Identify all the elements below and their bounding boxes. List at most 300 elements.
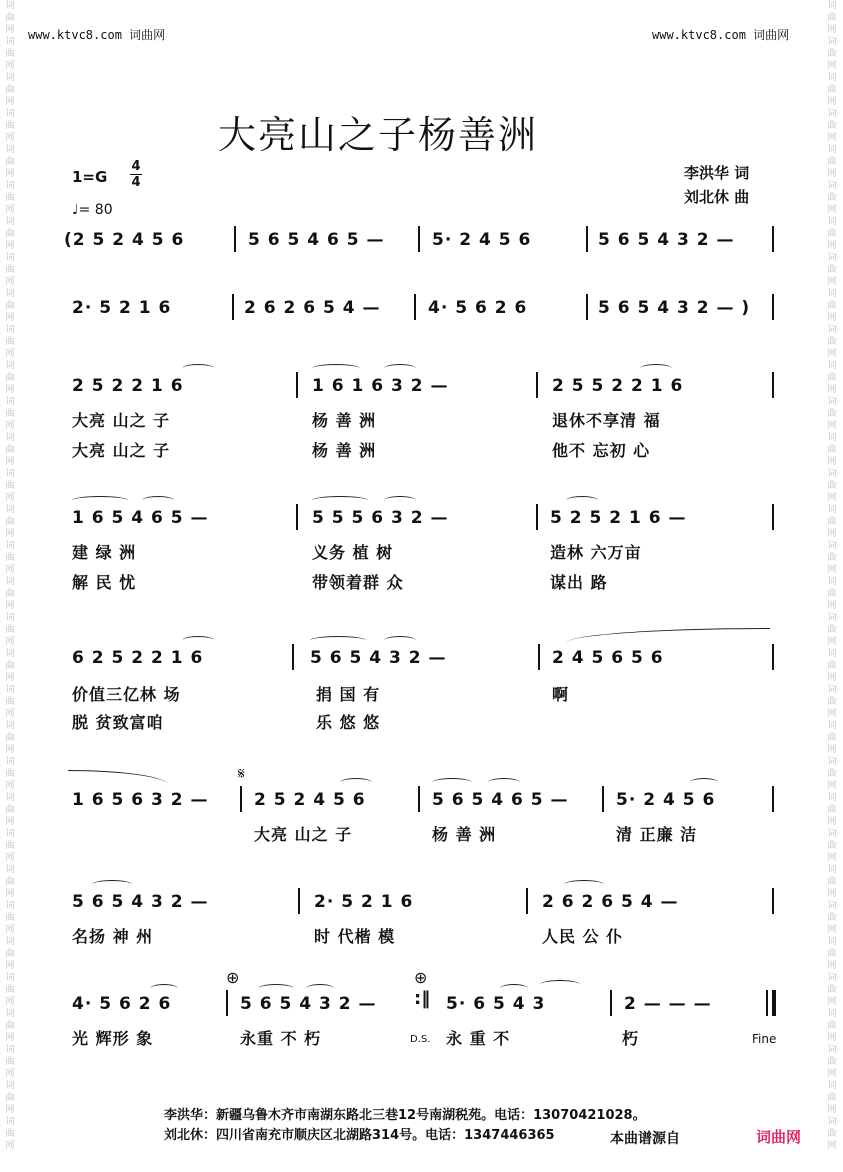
watermark-glyph: 曲 [827, 589, 837, 599]
lyric-verse-1: 啊 [552, 685, 570, 704]
watermark-glyph: 词 [5, 721, 15, 731]
watermark-glyph: 词 [827, 649, 837, 659]
lyric-verse-1: 价值三亿林 场 [72, 685, 181, 704]
watermark-glyph: 网 [827, 565, 837, 575]
watermark-glyph: 网 [5, 853, 15, 863]
barline [772, 644, 774, 670]
watermark-glyph: 曲 [827, 1021, 837, 1031]
measure-notes: 5 6 5 4 6 5 — [432, 790, 569, 810]
watermark-glyph: 词 [5, 649, 15, 659]
watermark-glyph: 曲 [5, 1129, 15, 1139]
watermark-glyph: 词 [5, 613, 15, 623]
watermark-glyph: 曲 [827, 121, 837, 131]
watermark-glyph: 曲 [5, 409, 15, 419]
measure-notes: 5 6 5 4 6 5 — [248, 230, 385, 250]
watermark-glyph: 网 [5, 709, 15, 719]
watermark-glyph: 网 [5, 205, 15, 215]
watermark-glyph: 网 [827, 61, 837, 71]
watermark-glyph: 曲 [827, 301, 837, 311]
footer-contact-lyricist: 李洪华：新疆乌鲁木齐市南湖东路北三巷12号南湖税苑。电话：13070421028。 [164, 1108, 646, 1123]
barline [772, 786, 774, 812]
watermark-glyph: 网 [5, 673, 15, 683]
measure-notes: 6 2 5 2 2 1 6 [72, 648, 204, 668]
barline [418, 786, 420, 812]
measure-notes: 5 6 5 4 3 2 — [598, 230, 735, 250]
repeat-end-barline: :‖ [414, 988, 431, 1009]
slur [384, 496, 416, 505]
measure-notes: 2 5 2 2 1 6 [72, 376, 184, 396]
lyric-verse-2: 乐 悠 悠 [316, 713, 381, 732]
watermark-glyph: 网 [827, 925, 837, 935]
watermark-glyph: 网 [5, 601, 15, 611]
measure-notes: 5· 2 4 5 6 [616, 790, 716, 810]
watermark-glyph: 曲 [5, 193, 15, 203]
watermark-glyph: 曲 [827, 805, 837, 815]
lyric-verse-1: 杨 善 洲 [432, 825, 497, 844]
watermark-glyph: 词 [5, 937, 15, 947]
watermark-glyph: 网 [827, 25, 837, 35]
watermark-glyph: 网 [827, 1105, 837, 1115]
watermark-glyph: 词 [5, 397, 15, 407]
watermark-glyph: 词 [827, 325, 837, 335]
watermark-glyph: 曲 [5, 13, 15, 23]
watermark-glyph: 网 [827, 781, 837, 791]
watermark-glyph: 曲 [5, 733, 15, 743]
watermark-glyph: 网 [827, 493, 837, 503]
watermark-glyph: 词 [827, 469, 837, 479]
barline [772, 226, 774, 252]
slur [640, 364, 672, 373]
footer-contact-composer: 刘北休：四川省南充市顺庆区北湖路314号。电话：1347446365 [164, 1128, 555, 1143]
slur [150, 984, 178, 993]
measure-notes: 2 5 5 2 2 1 6 [552, 376, 684, 396]
watermark-glyph: 词 [5, 73, 15, 83]
watermark-glyph: 曲 [5, 697, 15, 707]
measure-notes: 1 6 1 6 3 2 — [312, 376, 449, 396]
watermark-glyph: 词 [5, 361, 15, 371]
slur [258, 984, 294, 993]
watermark-glyph: 曲 [5, 589, 15, 599]
lyric-verse-1: 永重 不 朽 [240, 1029, 322, 1048]
watermark-glyph: 网 [827, 169, 837, 179]
watermark-glyph: 网 [5, 457, 15, 467]
watermark-glyph: 词 [827, 865, 837, 875]
slur [310, 636, 366, 645]
slur [500, 984, 528, 993]
lyric-verse-1: 光 辉形 象 [72, 1029, 154, 1048]
watermark-glyph: 曲 [827, 85, 837, 95]
measure-notes: 2 4 5 6 5 6 [552, 648, 664, 668]
barline [586, 294, 588, 320]
barline [414, 294, 416, 320]
watermark-glyph: 网 [5, 889, 15, 899]
barline [610, 990, 612, 1016]
watermark-glyph: 曲 [5, 985, 15, 995]
watermark-glyph: 网 [827, 1141, 837, 1151]
watermark-glyph: 网 [827, 853, 837, 863]
watermark-glyph: 网 [5, 133, 15, 143]
watermark-glyph: 网 [5, 997, 15, 1007]
lyric-verse-2: 解 民 忧 [72, 573, 137, 592]
watermark-glyph: 曲 [827, 13, 837, 23]
lyric-verse-1: 大亮 山之 子 [72, 411, 171, 430]
watermark-glyph: 曲 [827, 877, 837, 887]
time-signature-top: 4 [131, 159, 141, 174]
watermark-glyph: 网 [5, 277, 15, 287]
watermark-glyph: 曲 [827, 337, 837, 347]
lyric-verse-1: 建 绿 洲 [72, 543, 137, 562]
slur [142, 496, 174, 505]
coda-sign: ⊕ [414, 968, 428, 987]
measure-notes: 5 6 5 4 3 2 — [72, 892, 209, 912]
watermark-glyph: 网 [5, 25, 15, 35]
header-url-right[interactable]: www.ktvc8.com 词曲网 [652, 28, 790, 42]
slur [566, 496, 598, 505]
page-title: 大亮山之子杨善洲 [218, 113, 539, 157]
watermark-glyph: 网 [5, 1069, 15, 1079]
watermark-glyph: 网 [5, 817, 15, 827]
barline [292, 644, 294, 670]
watermark-glyph: 曲 [5, 877, 15, 887]
watermark-glyph: 词 [827, 361, 837, 371]
watermark-glyph: 曲 [5, 265, 15, 275]
fine-marking: Fine [752, 1032, 777, 1046]
watermark-glyph: 词 [827, 1, 837, 11]
slur [488, 778, 520, 787]
watermark-glyph: 词 [5, 901, 15, 911]
watermark-glyph: 曲 [5, 1093, 15, 1103]
watermark-glyph: 词 [5, 289, 15, 299]
watermark-glyph: 网 [827, 817, 837, 827]
slur [384, 636, 416, 645]
footer-source: 本曲谱源自 [610, 1131, 680, 1147]
watermark-glyph: 曲 [5, 481, 15, 491]
watermark-glyph: 词 [827, 613, 837, 623]
watermark-glyph: 词 [5, 217, 15, 227]
slur [72, 496, 128, 505]
watermark-left [2, 0, 18, 1172]
watermark-glyph: 词 [827, 685, 837, 695]
lyric-verse-2: 他不 忘初 心 [552, 441, 651, 460]
slur [540, 980, 580, 989]
watermark-glyph: 曲 [827, 265, 837, 275]
lyric-verse-1: 永 重 不 [446, 1029, 511, 1048]
watermark-glyph: 词 [5, 109, 15, 119]
composer-credit: 刘北休 曲 [684, 188, 750, 206]
watermark-glyph: 网 [827, 961, 837, 971]
watermark-glyph: 词 [827, 253, 837, 263]
watermark-glyph: 词 [827, 73, 837, 83]
lyric-verse-1: 时 代楷 模 [314, 927, 396, 946]
barline [536, 504, 538, 530]
measure-notes: 4· 5 6 2 6 [428, 298, 528, 318]
watermark-glyph: 网 [827, 637, 837, 647]
watermark-glyph: 词 [5, 757, 15, 767]
lyric-verse-1: 朽 [622, 1029, 640, 1048]
watermark-glyph: 曲 [5, 1021, 15, 1031]
barline [772, 888, 774, 914]
watermark-glyph: 曲 [5, 913, 15, 923]
lyric-verse-2: 带领着群 众 [312, 573, 404, 592]
watermark-glyph: 曲 [5, 661, 15, 671]
watermark-glyph: 网 [5, 313, 15, 323]
watermark-glyph: 词 [5, 793, 15, 803]
watermark-glyph: 曲 [827, 697, 837, 707]
watermark-glyph: 词 [5, 973, 15, 983]
watermark-glyph: 词 [827, 541, 837, 551]
measure-notes: 4· 5 6 2 6 [72, 994, 172, 1014]
measure-notes: (2 5 2 4 5 6 [64, 230, 185, 250]
watermark-glyph: 词 [827, 1081, 837, 1091]
watermark-glyph: 曲 [827, 517, 837, 527]
watermark-glyph: 词 [827, 721, 837, 731]
slur [92, 880, 132, 889]
watermark-glyph: 曲 [827, 625, 837, 635]
watermark-glyph: 网 [5, 349, 15, 359]
measure-notes: 1 6 5 4 6 5 — [72, 508, 209, 528]
watermark-glyph: 曲 [827, 553, 837, 563]
watermark-glyph: 网 [5, 781, 15, 791]
watermark-glyph: 曲 [827, 229, 837, 239]
watermark-glyph: 网 [827, 313, 837, 323]
watermark-glyph: 网 [827, 205, 837, 215]
slur [340, 778, 372, 787]
watermark-glyph: 曲 [827, 1093, 837, 1103]
header-url-left[interactable]: www.ktvc8.com 词曲网 [28, 28, 166, 42]
barline [296, 372, 298, 398]
barline [296, 504, 298, 530]
watermark-glyph: 词 [827, 181, 837, 191]
watermark-glyph: 曲 [827, 1057, 837, 1067]
barline [232, 294, 234, 320]
watermark-glyph: 网 [827, 601, 837, 611]
watermark-glyph: 网 [827, 997, 837, 1007]
watermark-glyph: 词 [827, 397, 837, 407]
watermark-glyph: 词 [5, 433, 15, 443]
watermark-glyph: 词 [5, 541, 15, 551]
barline [240, 786, 242, 812]
watermark-right [824, 0, 840, 1172]
watermark-glyph: 曲 [5, 553, 15, 563]
lyric-verse-1: 义务 植 树 [312, 543, 394, 562]
watermark-glyph: 曲 [5, 625, 15, 635]
watermark-glyph: 词 [827, 973, 837, 983]
watermark-glyph: 词 [827, 217, 837, 227]
watermark-glyph: 网 [827, 457, 837, 467]
tempo-marking: ♩= 80 [72, 202, 113, 218]
watermark-glyph: 曲 [5, 85, 15, 95]
watermark-glyph: 网 [827, 1069, 837, 1079]
watermark-glyph: 曲 [827, 841, 837, 851]
time-signature [130, 160, 142, 189]
watermark-glyph: 网 [5, 61, 15, 71]
watermark-glyph: 网 [827, 745, 837, 755]
slur [182, 636, 214, 645]
watermark-glyph: 网 [5, 493, 15, 503]
watermark-glyph: 曲 [827, 409, 837, 419]
lyric-verse-1: 杨 善 洲 [312, 411, 377, 430]
watermark-glyph: 曲 [827, 49, 837, 59]
final-barline-thin [766, 990, 768, 1016]
watermark-glyph: 曲 [827, 913, 837, 923]
measure-notes: 5 6 5 4 3 2 — [240, 994, 377, 1014]
watermark-glyph: 词 [5, 325, 15, 335]
long-slur [68, 770, 168, 785]
slur [312, 496, 368, 505]
watermark-glyph: 网 [5, 97, 15, 107]
watermark-glyph: 网 [827, 889, 837, 899]
watermark-glyph: 词 [5, 145, 15, 155]
watermark-glyph: 曲 [5, 301, 15, 311]
watermark-glyph: 网 [827, 385, 837, 395]
watermark-glyph: 词 [827, 1045, 837, 1055]
watermark-glyph: 网 [827, 709, 837, 719]
slur [690, 778, 718, 787]
measure-notes: 5 6 5 4 3 2 — ) [598, 298, 751, 318]
barline [772, 504, 774, 530]
watermark-glyph: 网 [5, 637, 15, 647]
lyric-verse-1: 捐 国 有 [316, 685, 381, 704]
watermark-glyph: 曲 [827, 985, 837, 995]
watermark-glyph: 曲 [827, 1129, 837, 1139]
watermark-glyph: 词 [827, 505, 837, 515]
watermark-glyph: 曲 [5, 373, 15, 383]
watermark-glyph: 词 [5, 1117, 15, 1127]
measure-notes: 2· 5 2 1 6 [314, 892, 414, 912]
barline [772, 294, 774, 320]
watermark-glyph: 曲 [5, 805, 15, 815]
watermark-glyph: 词 [5, 1, 15, 11]
watermark-glyph: 曲 [5, 229, 15, 239]
measure-notes: 2 6 2 6 5 4 — [542, 892, 679, 912]
watermark-glyph: 网 [5, 241, 15, 251]
barline [418, 226, 420, 252]
watermark-glyph: 曲 [5, 337, 15, 347]
watermark-glyph: 词 [827, 145, 837, 155]
lyric-verse-1: 名扬 神 州 [72, 927, 154, 946]
barline [586, 226, 588, 252]
watermark-glyph: 网 [827, 529, 837, 539]
watermark-glyph: 曲 [827, 769, 837, 779]
coda-sign: ⊕ [226, 968, 240, 987]
watermark-glyph: 网 [5, 745, 15, 755]
ds-marking: D.S. [410, 1034, 431, 1045]
watermark-glyph: 网 [827, 97, 837, 107]
long-slur [566, 628, 770, 643]
measure-notes: 2 — — — [624, 994, 712, 1014]
watermark-glyph: 曲 [5, 517, 15, 527]
watermark-glyph: 曲 [5, 121, 15, 131]
watermark-glyph: 曲 [827, 373, 837, 383]
watermark-glyph: 曲 [827, 157, 837, 167]
watermark-glyph: 网 [5, 1033, 15, 1043]
measure-notes: 2 6 2 6 5 4 — [244, 298, 381, 318]
watermark-glyph: 网 [5, 925, 15, 935]
watermark-glyph: 词 [827, 793, 837, 803]
barline [772, 372, 774, 398]
barline [226, 990, 228, 1016]
measure-notes: 5 2 5 2 1 6 — [550, 508, 687, 528]
measure-notes: 5· 2 4 5 6 [432, 230, 532, 250]
watermark-glyph: 曲 [827, 733, 837, 743]
watermark-glyph: 曲 [827, 661, 837, 671]
watermark-glyph: 曲 [827, 481, 837, 491]
watermark-glyph: 词 [5, 685, 15, 695]
measure-notes: 2· 5 2 1 6 [72, 298, 172, 318]
watermark-glyph: 词 [5, 577, 15, 587]
watermark-glyph: 曲 [827, 949, 837, 959]
watermark-glyph: 网 [827, 277, 837, 287]
lyric-verse-2: 大亮 山之 子 [72, 441, 171, 460]
watermark-glyph: 词 [827, 829, 837, 839]
watermark-glyph: 网 [5, 529, 15, 539]
watermark-glyph: 网 [5, 565, 15, 575]
barline [526, 888, 528, 914]
watermark-glyph: 词 [827, 37, 837, 47]
watermark-glyph: 词 [5, 1081, 15, 1091]
lyric-verse-1: 大亮 山之 子 [254, 825, 353, 844]
final-barline-thick [772, 990, 776, 1016]
watermark-glyph: 曲 [5, 949, 15, 959]
watermark-glyph: 网 [827, 349, 837, 359]
watermark-glyph: 词 [827, 937, 837, 947]
watermark-glyph: 词 [5, 181, 15, 191]
watermark-glyph: 词 [5, 1009, 15, 1019]
watermark-glyph: 网 [827, 421, 837, 431]
slur [306, 984, 334, 993]
slur [312, 364, 360, 373]
watermark-glyph: 网 [827, 241, 837, 251]
watermark-glyph: 曲 [5, 49, 15, 59]
watermark-glyph: 词 [827, 109, 837, 119]
barline [536, 372, 538, 398]
watermark-glyph: 网 [5, 385, 15, 395]
watermark-glyph: 词 [5, 829, 15, 839]
watermark-glyph: 网 [5, 421, 15, 431]
slur [182, 364, 214, 373]
watermark-glyph: 曲 [827, 445, 837, 455]
watermark-glyph: 词 [5, 469, 15, 479]
measure-notes: 5 6 5 4 3 2 — [310, 648, 447, 668]
lyric-verse-1: 造林 六万亩 [550, 543, 642, 562]
watermark-glyph: 词 [827, 577, 837, 587]
slur [564, 880, 604, 889]
time-signature-bottom: 4 [131, 175, 141, 190]
watermark-glyph: 曲 [5, 841, 15, 851]
site-logo[interactable]: 词曲网 [756, 1128, 802, 1146]
lyric-verse-2: 谋出 路 [550, 573, 608, 592]
segno-sign: 𝄋 [238, 764, 245, 783]
watermark-glyph: 词 [5, 37, 15, 47]
lyric-verse-2: 脱 贫致富咱 [72, 713, 164, 732]
watermark-glyph: 网 [827, 133, 837, 143]
watermark-glyph: 网 [827, 673, 837, 683]
watermark-glyph: 曲 [827, 193, 837, 203]
watermark-glyph: 网 [5, 169, 15, 179]
watermark-glyph: 词 [5, 253, 15, 263]
lyric-verse-1: 退休不享清 福 [552, 411, 661, 430]
watermark-glyph: 词 [827, 757, 837, 767]
measure-notes: 2 5 2 4 5 6 [254, 790, 366, 810]
barline [602, 786, 604, 812]
barline [538, 644, 540, 670]
watermark-glyph: 词 [5, 865, 15, 875]
key-signature: 1=G [72, 168, 108, 186]
watermark-glyph: 词 [5, 505, 15, 515]
measure-notes: 5· 6 5 4 3 [446, 994, 546, 1014]
watermark-glyph: 词 [827, 1009, 837, 1019]
measure-notes: 1 6 5 6 3 2 — [72, 790, 209, 810]
